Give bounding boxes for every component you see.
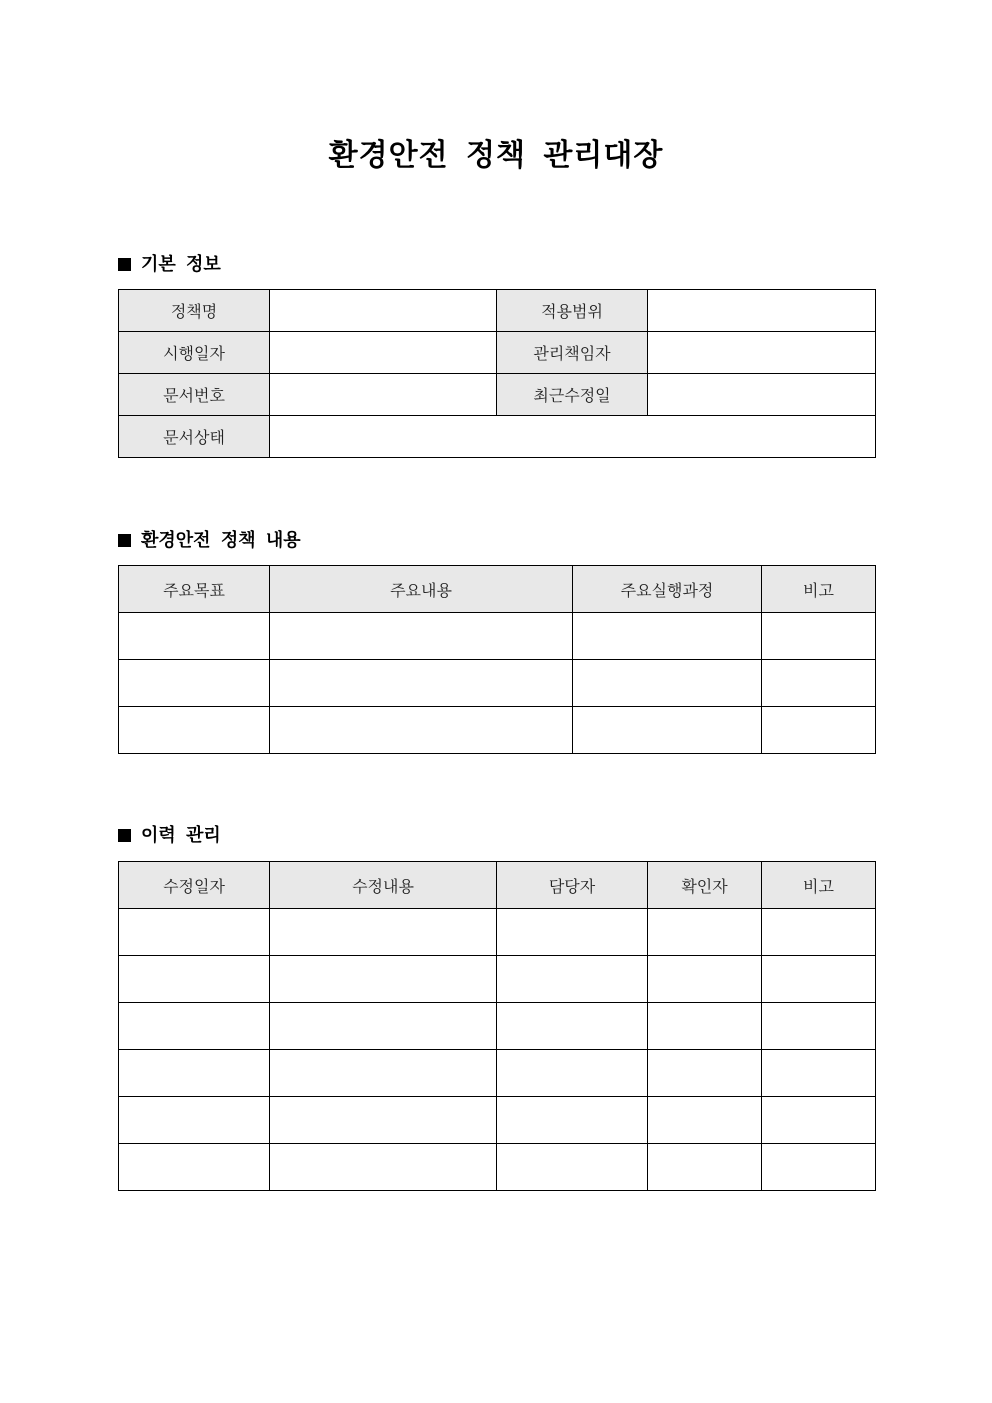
section-heading-policy-content (118, 529, 301, 553)
square-bullet-icon (118, 829, 131, 842)
basic-info-table (118, 289, 876, 458)
section-heading-basic-info (118, 253, 221, 277)
table-cell[interactable] (648, 1144, 762, 1191)
table-cell[interactable] (762, 660, 876, 707)
section-heading-label: 기본 정보 (141, 254, 221, 275)
table-cell[interactable] (270, 909, 497, 956)
table-row (119, 909, 876, 956)
table-cell[interactable] (119, 909, 270, 956)
section-heading-history (118, 824, 221, 848)
column-header-reviewer: 확인자 (648, 862, 762, 909)
table-cell[interactable] (762, 707, 876, 754)
column-header-execution-process: 주요실행과정 (573, 566, 762, 613)
table-cell[interactable] (270, 1144, 497, 1191)
column-header-person-in-charge: 담당자 (497, 862, 648, 909)
page-title: 환경안전 정책 관리대장 (328, 138, 664, 173)
table-cell[interactable] (648, 1050, 762, 1097)
table-cell[interactable] (119, 1003, 270, 1050)
table-row (119, 707, 876, 754)
policy-content-table (118, 565, 876, 754)
table-cell[interactable] (762, 1003, 876, 1050)
table-cell[interactable] (270, 1050, 497, 1097)
table-row (119, 1050, 876, 1097)
table-cell[interactable] (119, 956, 270, 1003)
policy-name-field[interactable] (270, 290, 497, 332)
table-cell[interactable] (119, 613, 270, 660)
field-label-manager: 관리책임자 (497, 332, 648, 374)
table-row (119, 613, 876, 660)
column-header-main-content: 주요내용 (270, 566, 573, 613)
table-row (119, 332, 876, 374)
table-cell[interactable] (762, 956, 876, 1003)
field-label-document-number: 문서번호 (119, 374, 270, 416)
table-header-row (119, 862, 876, 909)
column-header-remarks: 비고 (762, 566, 876, 613)
table-cell[interactable] (762, 613, 876, 660)
last-modified-field[interactable] (648, 374, 876, 416)
table-cell[interactable] (497, 1097, 648, 1144)
document-number-field[interactable] (270, 374, 497, 416)
table-cell[interactable] (762, 909, 876, 956)
table-cell[interactable] (762, 1050, 876, 1097)
table-cell[interactable] (762, 1144, 876, 1191)
table-cell[interactable] (119, 707, 270, 754)
field-label-last-modified: 최근수정일 (497, 374, 648, 416)
table-cell[interactable] (497, 956, 648, 1003)
field-label-document-status: 문서상태 (119, 416, 270, 458)
table-cell[interactable] (119, 1097, 270, 1144)
column-header-main-goal: 주요목표 (119, 566, 270, 613)
table-cell[interactable] (497, 1003, 648, 1050)
square-bullet-icon (118, 534, 131, 547)
table-cell[interactable] (648, 956, 762, 1003)
column-header-revision-content: 수정내용 (270, 862, 497, 909)
table-row (119, 374, 876, 416)
column-header-remarks: 비고 (762, 862, 876, 909)
table-cell[interactable] (648, 909, 762, 956)
table-row (119, 1097, 876, 1144)
section-heading-label: 환경안전 정책 내용 (141, 530, 301, 551)
table-cell[interactable] (573, 613, 762, 660)
field-label-scope: 적용범위 (497, 290, 648, 332)
table-cell[interactable] (497, 1144, 648, 1191)
scope-field[interactable] (648, 290, 876, 332)
table-cell[interactable] (762, 1097, 876, 1144)
table-cell[interactable] (573, 707, 762, 754)
section-heading-label: 이력 관리 (141, 825, 221, 846)
square-bullet-icon (118, 258, 131, 271)
table-row (119, 956, 876, 1003)
table-cell[interactable] (497, 1050, 648, 1097)
table-cell[interactable] (497, 909, 648, 956)
table-row (119, 1144, 876, 1191)
table-cell[interactable] (270, 613, 573, 660)
field-label-policy-name: 정책명 (119, 290, 270, 332)
table-cell[interactable] (119, 1050, 270, 1097)
table-cell[interactable] (270, 956, 497, 1003)
document-status-field[interactable] (270, 416, 876, 458)
table-row (119, 416, 876, 458)
table-row (119, 1003, 876, 1050)
table-row (119, 660, 876, 707)
effective-date-field[interactable] (270, 332, 497, 374)
history-table (118, 861, 876, 1191)
table-cell[interactable] (270, 660, 573, 707)
table-cell[interactable] (270, 1097, 497, 1144)
table-header-row (119, 566, 876, 613)
field-label-effective-date: 시행일자 (119, 332, 270, 374)
column-header-revision-date: 수정일자 (119, 862, 270, 909)
table-row (119, 290, 876, 332)
table-cell[interactable] (270, 1003, 497, 1050)
manager-field[interactable] (648, 332, 876, 374)
table-cell[interactable] (270, 707, 573, 754)
table-cell[interactable] (648, 1003, 762, 1050)
table-cell[interactable] (119, 660, 270, 707)
table-cell[interactable] (119, 1144, 270, 1191)
table-cell[interactable] (648, 1097, 762, 1144)
table-cell[interactable] (573, 660, 762, 707)
